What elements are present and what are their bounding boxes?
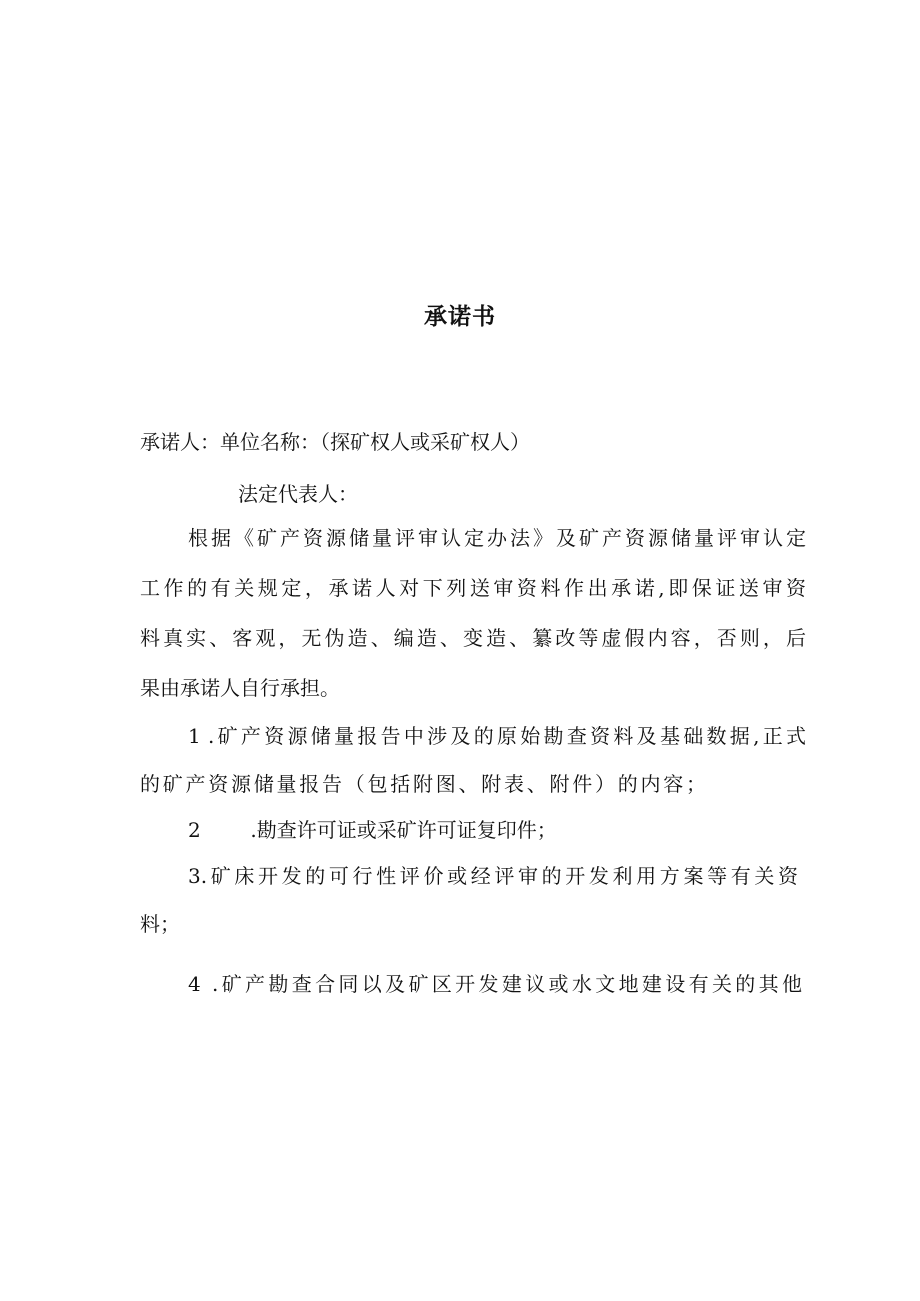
item-2-text: .勘查许可证或采矿许可证复印件； bbox=[250, 818, 557, 842]
legal-representative-line: 法定代表人： bbox=[238, 482, 358, 506]
item-1-text-line-1: .矿产资源储量报告中涉及的原始勘查资料及基础数据,正式 bbox=[208, 724, 806, 748]
item-2-line bbox=[188, 816, 557, 844]
item-1-first-line bbox=[188, 722, 806, 750]
intro-line-1: 根据《矿产资源储量评审认定办法》及矿产资源储量评审认定 bbox=[188, 526, 806, 550]
item-1-text-line-2: 的矿产资源储量报告（包括附图、附表、附件）的内容； bbox=[140, 772, 706, 796]
item-1-number: 1 bbox=[188, 724, 201, 748]
item-3-line-1: 3.矿床开发的可行性评价或经评审的开发利用方案等有关资 bbox=[188, 864, 798, 888]
item-3-line-2: 料； bbox=[140, 912, 180, 936]
intro-line-2: 工作的有关规定，承诺人对下列送审资料作出承诺,即保证送审资 bbox=[140, 576, 806, 600]
intro-line-3: 料真实、客观，无伪造、编造、变造、纂改等虚假内容，否则，后 bbox=[140, 626, 806, 650]
item-2-number: 2 bbox=[188, 818, 201, 842]
item-4-first-line bbox=[188, 970, 802, 998]
item-4-number: 4 bbox=[188, 972, 201, 996]
item-4-text-line-1: .矿产勘查合同以及矿区开发建议或水文地建设有关的其他 bbox=[212, 972, 802, 996]
intro-line-4: 果由承诺人自行承担。 bbox=[140, 676, 340, 700]
document-title: 承诺书 bbox=[424, 304, 496, 330]
promisor-line: 承诺人：单位名称：（探矿权人或采矿权人） bbox=[140, 430, 530, 454]
